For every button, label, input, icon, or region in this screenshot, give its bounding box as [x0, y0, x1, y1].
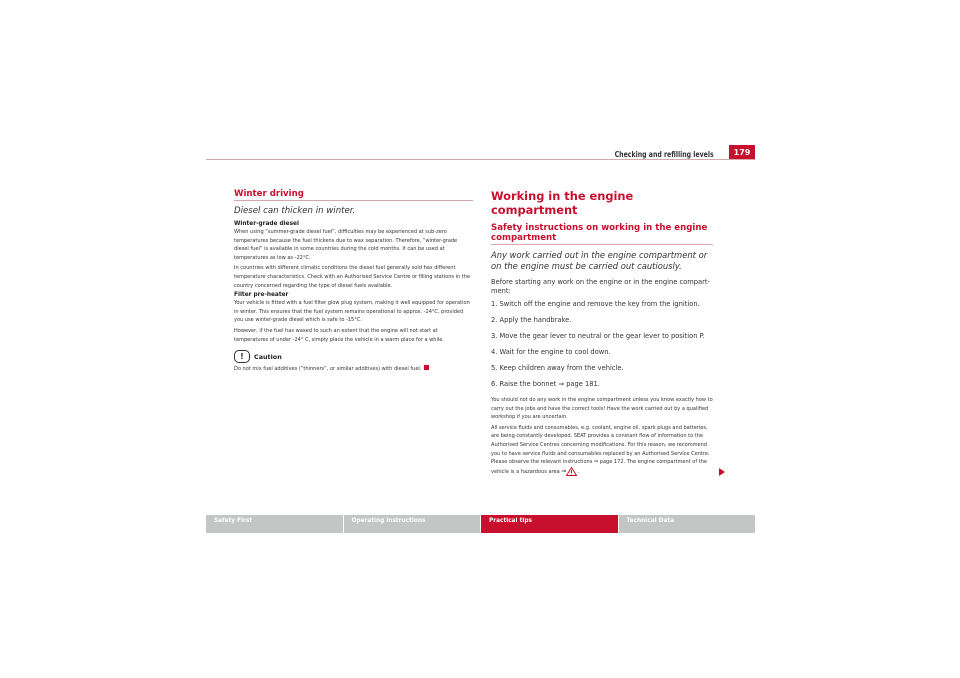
- page-number: 179: [729, 145, 755, 160]
- reference-arrow: ⇒: [561, 466, 567, 475]
- header-rule: [206, 159, 755, 160]
- caution-text: Do not mix fuel additives (“thinners”, or similar additives) with diesel fuel.: [234, 366, 422, 373]
- tab-practical-tips[interactable]: Practical tips: [481, 515, 618, 533]
- paragraph: You should not do any work in the engine compartment unless you know exactly how to carry out the jobs and have the correct tools! Have the work carried out by a qualified workshop if you are uncertain.: [491, 397, 713, 421]
- caution-label: Caution: [254, 352, 282, 361]
- tab-safety-first[interactable]: Safety First: [206, 515, 343, 533]
- list-item: 5. Keep children away from the vehicle.: [491, 364, 624, 372]
- engine-intro: Any work carried out in the engine compartment or on the engine must be carried out cautiously.: [491, 250, 708, 271]
- caution-box: [234, 350, 473, 363]
- left-column: [234, 189, 473, 376]
- running-header: Checking and refilling levels: [614, 150, 714, 159]
- end-of-section-icon: [424, 365, 429, 370]
- hazard-paragraph-end: .: [577, 468, 579, 475]
- tab-technical-data[interactable]: Technical Data: [619, 515, 756, 533]
- caution-text-wrap: [234, 365, 473, 374]
- filter-preheater-heading: Filter pre-heater: [234, 292, 289, 299]
- tab-operating-instructions[interactable]: Operating instructions: [344, 515, 481, 533]
- list-item: 1. Switch off the engine and remove the key from the ignition.: [491, 300, 700, 308]
- hazard-paragraph-text: All service fluids and consumables, e.g. coolant, engine oil, spark plugs and batteries, are being constantly developed. SEAT provides a constant flow of information to the Authorised Service Centres concerning modifications. For this reason, we recommend you to have service fluids and consumables replaced by an Authorised Service Centre. Please observe the relevant instructions ⇒ page 172. The engine compartment of the vehicle is a hazardous area: [491, 424, 710, 475]
- hazard-paragraph: [491, 424, 717, 477]
- warning-triangle-icon: [566, 467, 577, 476]
- right-column: [491, 189, 717, 478]
- list-item: 2. Apply the handbrake.: [491, 316, 572, 324]
- winter-intro: Diesel can thicken in winter.: [234, 206, 356, 216]
- steps-lead: Before starting any work on the engine or in the engine compart-ment:: [491, 278, 710, 295]
- list-item: 3. Move the gear lever to neutral or the gear lever to position P.: [491, 332, 705, 340]
- exclamation-icon: !: [234, 350, 250, 363]
- engine-compartment-heading: Working in the engine compartment: [491, 189, 634, 217]
- section-tabs: [206, 515, 755, 533]
- paragraph: When using “summer-grade diesel fuel”, difficulties may be experienced at sub-zero temperatures because the fuel thickens due to wax separation. Therefore, “winter-grade diesel fuel” is available in some countries during the cold months. It can be used at temperatures as low as -22°C.: [234, 229, 458, 261]
- paragraph: However, if the fuel has waxed to such an extent that the engine will not start at temperatures of under -24° C, simply place the vehicle in a warm place for a while.: [234, 327, 444, 343]
- continue-arrow-icon: [719, 468, 725, 476]
- safety-instructions-heading: Safety instructions on working in the engine compartment: [491, 223, 713, 245]
- list-item: 4. Wait for the engine to cool down.: [491, 348, 611, 356]
- paragraph: In countries with different climatic conditions the diesel fuel generally sold has different temperature characteristics. Check with an Authorised Service Centre or filling stations in the country concerned regarding the type of diesel fuels available.: [234, 265, 471, 289]
- winter-diesel-heading: Winter-grade diesel: [234, 221, 299, 227]
- winter-driving-heading: Winter driving: [234, 189, 473, 201]
- paragraph: Your vehicle is fitted with a fuel filter glow plug system, making it well equipped for operation in winter. This ensures that the fuel system remains operational to approx. -24°C, provided you use winter-grade diesel which is safe to -15°C.: [234, 300, 470, 324]
- list-item: 6. Raise the bonnet ⇒ page 181.: [491, 380, 600, 388]
